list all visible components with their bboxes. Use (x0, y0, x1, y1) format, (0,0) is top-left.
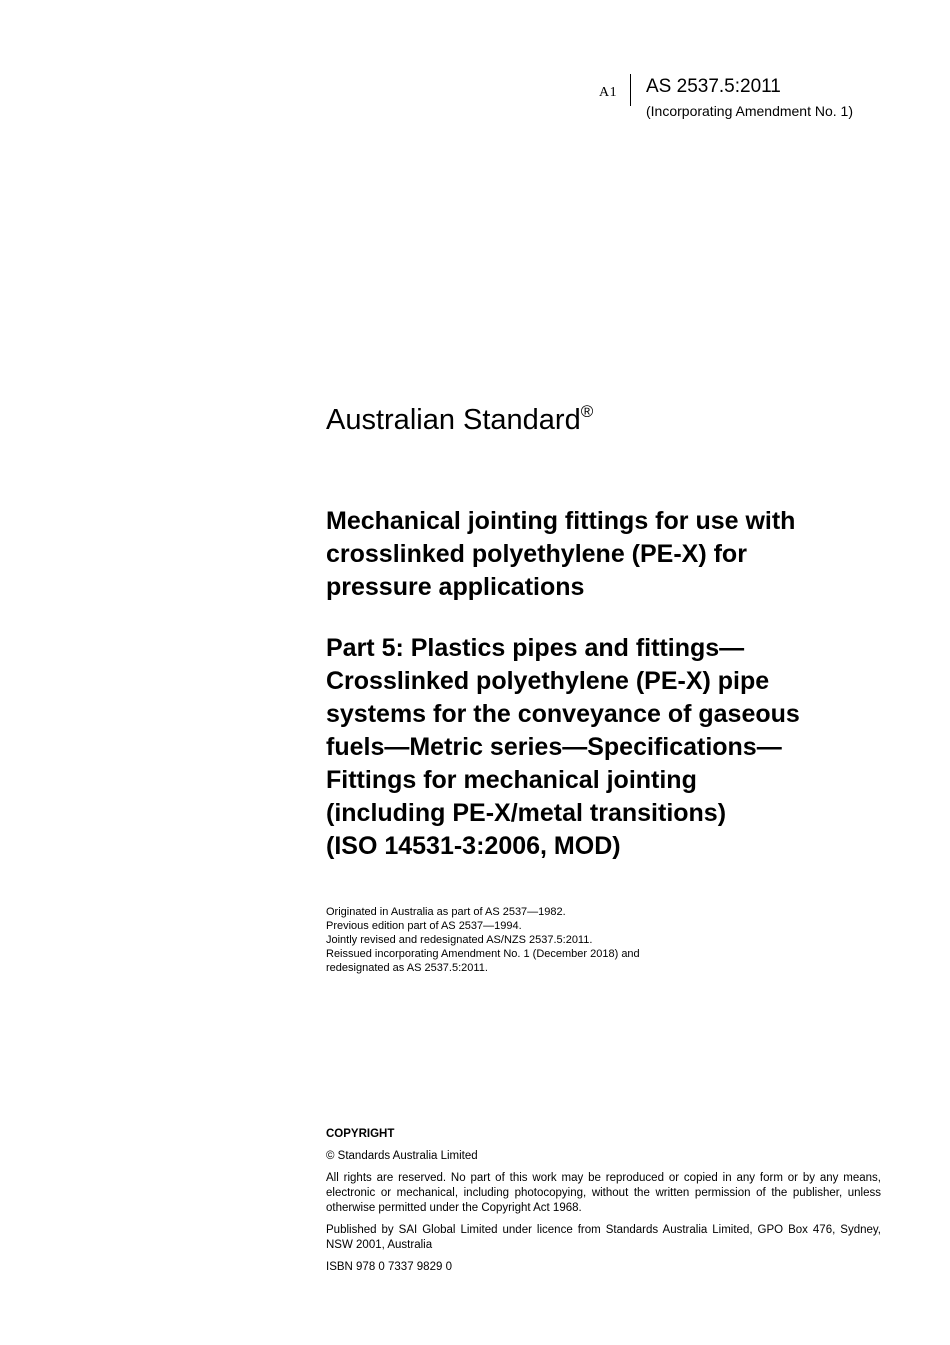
amendment-marker: A1 (599, 85, 618, 100)
title-line: pressure applications (326, 573, 585, 601)
copyright-block (326, 1127, 881, 1282)
part-title-line: fuels—Metric series—Specifications— (326, 733, 782, 761)
history-line: Jointly revised and redesignated AS/NZS 2537.5:2011. (326, 934, 593, 946)
part-title-line: Part 5: Plastics pipes and fittings— (326, 634, 745, 662)
registered-trademark-symbol: ® (580, 402, 594, 421)
standard-type-label: Australian Standard (326, 404, 581, 436)
history-line: Previous edition part of AS 2537—1994. (326, 920, 522, 932)
history-line: Reissued incorporating Amendment No. 1 (December 2018) and (326, 948, 640, 960)
history-line: redesignated as AS 2537.5:2011. (326, 962, 488, 974)
isbn: ISBN 978 0 7337 9829 0 (326, 1261, 452, 1273)
standard-type-heading (326, 402, 593, 438)
incorporating-amendment-note: (Incorporating Amendment No. 1) (646, 103, 853, 119)
part-title-line: Fittings for mechanical jointing (326, 766, 697, 794)
copyright-owner: © Standards Australia Limited (326, 1150, 478, 1162)
copyright-heading: COPYRIGHT (326, 1128, 395, 1140)
part-title-line: (ISO 14531-3:2006, MOD) (326, 832, 621, 860)
publisher-statement: Published by SAI Global Limited under licence from Standards Australia Limited, GPO Box 476, Sydney, NSW 2001, Australia (326, 1224, 881, 1251)
part-title (326, 632, 926, 863)
rights-statement: All rights are reserved. No part of this work may be reproduced or copied in any form or by any means, electronic or mechanical, including photocopying, without the written permission of the publisher, unless otherwise permitted under the Copyright Act 1968. (326, 1172, 881, 1214)
publication-history (326, 905, 886, 975)
history-line: Originated in Australia as part of AS 2537—1982. (326, 906, 566, 918)
part-title-line: (including PE-X/metal transitions) (326, 799, 727, 827)
part-title-line: Crosslinked polyethylene (PE-X) pipe (326, 667, 770, 695)
amendment-change-bar (630, 74, 631, 106)
document-title (326, 505, 906, 604)
part-title-line: systems for the conveyance of gaseous (326, 700, 800, 728)
standard-number: AS 2537.5:2011 (646, 76, 781, 97)
title-line: crosslinked polyethylene (PE-X) for (326, 540, 747, 568)
title-line: Mechanical jointing fittings for use with (326, 507, 796, 535)
